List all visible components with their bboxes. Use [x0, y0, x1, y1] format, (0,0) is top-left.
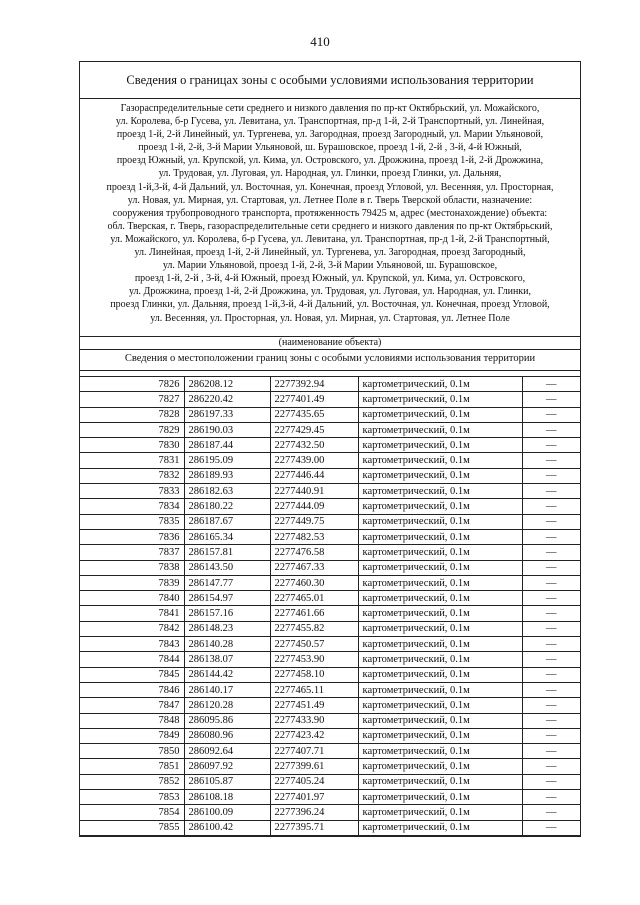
- description-cell: —: [522, 499, 580, 514]
- description-line: ул. Королева, б-р Гусева, ул. Левитана, ул. Транспортная, пр-д 1-й, 2-й Транспортный, ул. Линейная,: [115, 116, 545, 128]
- table-row: [80, 484, 580, 499]
- point-number-cell: 7828: [80, 407, 184, 422]
- y-coordinate-cell: 2277439.00: [270, 453, 358, 468]
- y-coordinate-cell: 2277461.66: [270, 606, 358, 621]
- y-coordinate-cell: 2277482.53: [270, 529, 358, 544]
- table-row: [80, 575, 580, 590]
- table-row: [80, 744, 580, 759]
- y-coordinate-cell: 2277460.30: [270, 575, 358, 590]
- y-coordinate-cell: 2277423.42: [270, 728, 358, 743]
- point-number-cell: 7853: [80, 790, 184, 805]
- description-cell: —: [522, 790, 580, 805]
- y-coordinate-cell: 2277401.97: [270, 790, 358, 805]
- x-coordinate-cell: 286180.22: [184, 499, 270, 514]
- y-coordinate-cell: 2277467.33: [270, 560, 358, 575]
- y-coordinate-cell: 2277432.50: [270, 438, 358, 453]
- description-line: обл. Тверская, г. Тверь, газораспределительные сети среднего и низкого давления по пр-кт Октябрьский,: [107, 220, 553, 232]
- description-cell: —: [522, 484, 580, 499]
- y-coordinate-cell: 2277395.71: [270, 820, 358, 835]
- x-coordinate-cell: 286140.28: [184, 637, 270, 652]
- zone-info-frame: [79, 61, 581, 837]
- description-line: ул. Линейная, проезд 1-й, 2-й Линейный, ул. Тургенева, ул. Загородная, проезд Загородный,: [134, 247, 526, 259]
- table-row: [80, 667, 580, 682]
- method-cell: картометрический, 0.1м: [358, 805, 522, 820]
- x-coordinate-cell: 286189.93: [184, 468, 270, 483]
- method-cell: картометрический, 0.1м: [358, 713, 522, 728]
- method-cell: картометрический, 0.1м: [358, 698, 522, 713]
- table-row: [80, 728, 580, 743]
- description-cell: —: [522, 606, 580, 621]
- point-number-cell: 7842: [80, 621, 184, 636]
- description-line: ул. Новая, ул. Мирная, ул. Стартовая, ул. Летнее Поле в г. Тверь Тверской области, назначение:: [127, 194, 533, 206]
- point-number-cell: 7836: [80, 529, 184, 544]
- point-number-cell: 7830: [80, 438, 184, 453]
- table-row: [80, 591, 580, 606]
- method-cell: картометрический, 0.1м: [358, 529, 522, 544]
- location-section-header: Сведения о местоположении границ зоны с особыми условиями использования территории: [80, 349, 580, 371]
- point-number-cell: 7850: [80, 744, 184, 759]
- x-coordinate-cell: 286120.28: [184, 698, 270, 713]
- y-coordinate-cell: 2277453.90: [270, 652, 358, 667]
- x-coordinate-cell: 286143.50: [184, 560, 270, 575]
- description-cell: —: [522, 422, 580, 437]
- x-coordinate-cell: 286187.44: [184, 438, 270, 453]
- x-coordinate-cell: 286187.67: [184, 514, 270, 529]
- description-cell: —: [522, 621, 580, 636]
- method-cell: картометрический, 0.1м: [358, 438, 522, 453]
- y-coordinate-cell: 2277401.49: [270, 392, 358, 407]
- description-cell: —: [522, 744, 580, 759]
- point-number-cell: 7834: [80, 499, 184, 514]
- table-row: [80, 392, 580, 407]
- y-coordinate-cell: 2277440.91: [270, 484, 358, 499]
- method-cell: картометрический, 0.1м: [358, 453, 522, 468]
- description-cell: —: [522, 514, 580, 529]
- method-cell: картометрический, 0.1м: [358, 468, 522, 483]
- point-number-cell: 7852: [80, 774, 184, 789]
- point-number-cell: 7832: [80, 468, 184, 483]
- method-cell: картометрический, 0.1м: [358, 514, 522, 529]
- description-line: проезд 1-й,3-й, 4-й Дальний, ул. Восточная, ул. Конечная, проезд Угловой, ул. Весенняя, ул. Просторная,: [106, 181, 554, 193]
- x-coordinate-cell: 286105.87: [184, 774, 270, 789]
- table-row: [80, 422, 580, 437]
- y-coordinate-cell: 2277465.11: [270, 682, 358, 697]
- x-coordinate-cell: 286157.81: [184, 545, 270, 560]
- description-line: проезд Южный, ул. Крупской, ул. Кима, ул. Островского, ул. Дрожжина, проезд 1-й, 2-й Дрожжина,: [116, 155, 544, 167]
- table-row: [80, 805, 580, 820]
- description-line: ул. Дрожжина, проезд 1-й, 2-й Дрожжина, ул. Трудовая, ул. Луговая, ул. Народная, ул. Глинки,: [128, 286, 532, 298]
- description-cell: —: [522, 713, 580, 728]
- method-cell: картометрический, 0.1м: [358, 606, 522, 621]
- description-cell: —: [522, 728, 580, 743]
- table-row: [80, 606, 580, 621]
- description-line: проезд 1-й, 2-й Линейный, ул. Тургенева, ул. Загородная, проезд Загородный, ул. Марии Ульяновой,: [116, 129, 544, 141]
- x-coordinate-cell: 286190.03: [184, 422, 270, 437]
- point-number-cell: 7843: [80, 637, 184, 652]
- description-cell: —: [522, 575, 580, 590]
- description-cell: —: [522, 453, 580, 468]
- page-number: 410: [310, 34, 330, 49]
- description-cell: —: [522, 591, 580, 606]
- table-row: [80, 820, 580, 835]
- table-row: [80, 545, 580, 560]
- point-number-cell: 7838: [80, 560, 184, 575]
- table-row: [80, 468, 580, 483]
- table-row: [80, 438, 580, 453]
- table-row: [80, 499, 580, 514]
- x-coordinate-cell: 286108.18: [184, 790, 270, 805]
- table-row: [80, 407, 580, 422]
- description-line: проезд 1-й, 2-й, 3-й Марии Ульяновой, ш. Бурашовское, проезд 1-й, 2-й , 3-й, 4-й Южный,: [138, 142, 522, 154]
- description-line: проезд 1-й, 2-й , 3-й, 4-й Южный, проезд Южный, ул. Крупской, ул. Кима, ул. Островского,: [134, 273, 526, 285]
- method-cell: картометрический, 0.1м: [358, 621, 522, 636]
- x-coordinate-cell: 286182.63: [184, 484, 270, 499]
- description-line: Газораспределительные сети среднего и низкого давления по пр-кт Октябрьский, ул. Можайского,: [120, 103, 540, 114]
- point-number-cell: 7847: [80, 698, 184, 713]
- point-number-cell: 7846: [80, 682, 184, 697]
- x-coordinate-cell: 286100.09: [184, 805, 270, 820]
- point-number-cell: 7854: [80, 805, 184, 820]
- x-coordinate-cell: 286220.42: [184, 392, 270, 407]
- object-name-caption: (наименование объекта): [80, 336, 580, 349]
- x-coordinate-cell: 286147.77: [184, 575, 270, 590]
- y-coordinate-cell: 2277429.45: [270, 422, 358, 437]
- x-coordinate-cell: 286154.97: [184, 591, 270, 606]
- point-number-cell: 7841: [80, 606, 184, 621]
- x-coordinate-cell: 286080.96: [184, 728, 270, 743]
- method-cell: картометрический, 0.1м: [358, 422, 522, 437]
- y-coordinate-cell: 2277449.75: [270, 514, 358, 529]
- x-coordinate-cell: 286148.23: [184, 621, 270, 636]
- point-number-cell: 7855: [80, 820, 184, 835]
- point-number-cell: 7829: [80, 422, 184, 437]
- method-cell: картометрический, 0.1м: [358, 575, 522, 590]
- table-row: [80, 453, 580, 468]
- description-cell: —: [522, 438, 580, 453]
- method-cell: картометрический, 0.1м: [358, 560, 522, 575]
- point-number-cell: 7835: [80, 514, 184, 529]
- table-row: [80, 514, 580, 529]
- description-cell: —: [522, 392, 580, 407]
- method-cell: картометрический, 0.1м: [358, 744, 522, 759]
- description-cell: —: [522, 545, 580, 560]
- x-coordinate-cell: 286144.42: [184, 667, 270, 682]
- description-cell: —: [522, 805, 580, 820]
- description-cell: —: [522, 682, 580, 697]
- point-number-cell: 7849: [80, 728, 184, 743]
- description-cell: —: [522, 529, 580, 544]
- table-row: [80, 759, 580, 774]
- table-row: [80, 529, 580, 544]
- x-coordinate-cell: 286138.07: [184, 652, 270, 667]
- table-row: [80, 637, 580, 652]
- table-row: [80, 698, 580, 713]
- description-cell: —: [522, 667, 580, 682]
- description-cell: —: [522, 560, 580, 575]
- table-row: [80, 790, 580, 805]
- x-coordinate-cell: 286208.12: [184, 377, 270, 392]
- description-cell: —: [522, 468, 580, 483]
- method-cell: картометрический, 0.1м: [358, 499, 522, 514]
- x-coordinate-cell: 286165.34: [184, 529, 270, 544]
- description-line: ул. Трудовая, ул. Луговая, ул. Народная, ул. Глинки, проезд Глинки, ул. Дальняя,: [158, 168, 502, 180]
- table-row: [80, 682, 580, 697]
- method-cell: картометрический, 0.1м: [358, 652, 522, 667]
- point-number-cell: 7845: [80, 667, 184, 682]
- table-row: [80, 713, 580, 728]
- x-coordinate-cell: 286197.33: [184, 407, 270, 422]
- y-coordinate-cell: 2277476.58: [270, 545, 358, 560]
- method-cell: картометрический, 0.1м: [358, 392, 522, 407]
- description-line: ул. Весенняя, ул. Просторная, ул. Новая, ул. Мирная, ул. Стартовая, ул. Летнее Поле: [150, 312, 510, 324]
- table-row: [80, 560, 580, 575]
- x-coordinate-cell: 286157.16: [184, 606, 270, 621]
- method-cell: картометрический, 0.1м: [358, 591, 522, 606]
- method-cell: картометрический, 0.1м: [358, 759, 522, 774]
- method-cell: картометрический, 0.1м: [358, 774, 522, 789]
- y-coordinate-cell: 2277455.82: [270, 621, 358, 636]
- x-coordinate-cell: 286100.42: [184, 820, 270, 835]
- document-title: Сведения о границах зоны с особыми условиями использования территории: [80, 62, 580, 99]
- x-coordinate-cell: 286140.17: [184, 682, 270, 697]
- method-cell: картометрический, 0.1м: [358, 377, 522, 392]
- point-number-cell: 7848: [80, 713, 184, 728]
- point-number-cell: 7844: [80, 652, 184, 667]
- description-line: сооружения трубопроводного транспорта, протяженность 79425 м, адрес (местонахождение) объекта:: [112, 207, 548, 219]
- method-cell: картометрический, 0.1м: [358, 820, 522, 835]
- y-coordinate-cell: 2277435.65: [270, 407, 358, 422]
- x-coordinate-cell: 286097.92: [184, 759, 270, 774]
- x-coordinate-cell: 286195.09: [184, 453, 270, 468]
- y-coordinate-cell: 2277396.24: [270, 805, 358, 820]
- y-coordinate-cell: 2277451.49: [270, 698, 358, 713]
- method-cell: картометрический, 0.1м: [358, 728, 522, 743]
- y-coordinate-cell: 2277444.09: [270, 499, 358, 514]
- point-number-cell: 7851: [80, 759, 184, 774]
- method-cell: картометрический, 0.1м: [358, 790, 522, 805]
- y-coordinate-cell: 2277465.01: [270, 591, 358, 606]
- point-number-cell: 7826: [80, 377, 184, 392]
- description-line: ул. Можайского, ул. Королева, б-р Гусева, ул. Левитана, ул. Транспортная, пр-д 1-й, 2-й Транспортный,: [110, 233, 550, 245]
- x-coordinate-cell: 286092.64: [184, 744, 270, 759]
- description-cell: —: [522, 407, 580, 422]
- description-cell: —: [522, 774, 580, 789]
- description-line: проезд Глинки, ул. Дальняя, проезд 1-й,3-й, 4-й Дальний, ул. Восточная, ул. Конечная, проезд Угловой,: [110, 299, 550, 311]
- method-cell: картометрический, 0.1м: [358, 407, 522, 422]
- y-coordinate-cell: 2277407.71: [270, 744, 358, 759]
- point-number-cell: 7837: [80, 545, 184, 560]
- y-coordinate-cell: 2277399.61: [270, 759, 358, 774]
- point-number-cell: 7840: [80, 591, 184, 606]
- y-coordinate-cell: 2277450.57: [270, 637, 358, 652]
- y-coordinate-cell: 2277458.10: [270, 667, 358, 682]
- method-cell: картометрический, 0.1м: [358, 682, 522, 697]
- description-line: ул. Марии Ульяновой, проезд 1-й, 2-й, 3-й Марии Ульяновой, ш. Бурашовское,: [162, 260, 498, 272]
- description-cell: —: [522, 377, 580, 392]
- y-coordinate-cell: 2277446.44: [270, 468, 358, 483]
- table-row: [80, 377, 580, 392]
- description-cell: —: [522, 820, 580, 835]
- coordinates-table: [80, 376, 580, 836]
- method-cell: картометрический, 0.1м: [358, 667, 522, 682]
- table-row: [80, 652, 580, 667]
- y-coordinate-cell: 2277433.90: [270, 713, 358, 728]
- object-description: [80, 99, 580, 336]
- x-coordinate-cell: 286095.86: [184, 713, 270, 728]
- y-coordinate-cell: 2277392.94: [270, 377, 358, 392]
- description-cell: —: [522, 759, 580, 774]
- point-number-cell: 7827: [80, 392, 184, 407]
- table-row: [80, 774, 580, 789]
- method-cell: картометрический, 0.1м: [358, 545, 522, 560]
- point-number-cell: 7833: [80, 484, 184, 499]
- description-cell: —: [522, 698, 580, 713]
- method-cell: картометрический, 0.1м: [358, 637, 522, 652]
- point-number-cell: 7839: [80, 575, 184, 590]
- y-coordinate-cell: 2277405.24: [270, 774, 358, 789]
- description-cell: —: [522, 637, 580, 652]
- table-row: [80, 621, 580, 636]
- method-cell: картометрический, 0.1м: [358, 484, 522, 499]
- description-cell: —: [522, 652, 580, 667]
- point-number-cell: 7831: [80, 453, 184, 468]
